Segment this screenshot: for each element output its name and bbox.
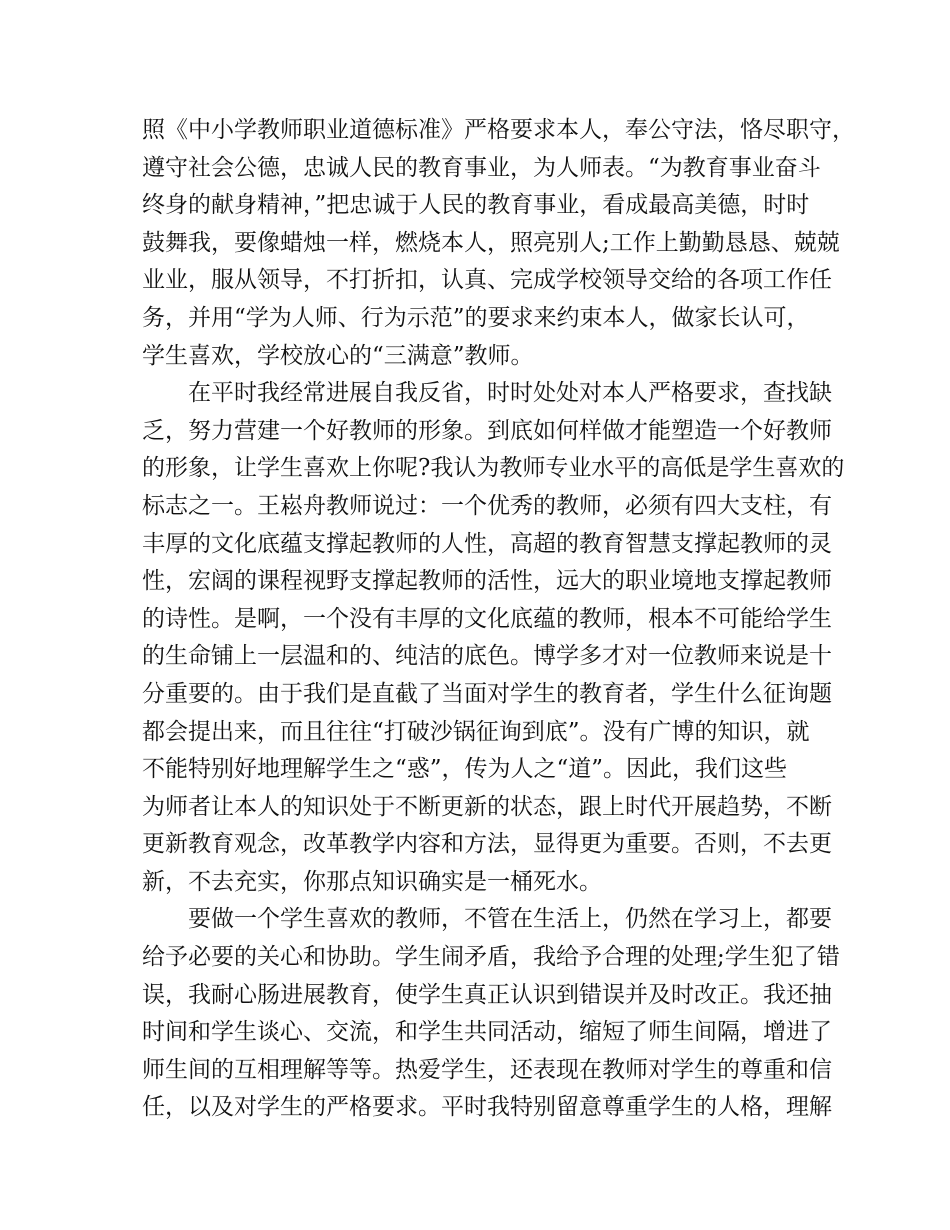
paragraph-3 bbox=[142, 901, 840, 1127]
text-line: 分重要的。由于我们是直截了当面对学生的教育者，学生什么征询题 bbox=[142, 680, 832, 707]
text-line: 任，以及对学生的严格要求。平时我特别留意尊重学生的人格，理解 bbox=[142, 1094, 832, 1121]
text-line: 性，宏阔的课程视野支撑起教师的活性，远大的职业境地支撑起教师 bbox=[142, 568, 832, 595]
text-line: 给予必要的关心和协助。学生闹矛盾，我给予合理的处理;学生犯了错 bbox=[142, 944, 840, 971]
text-line: 新，不去充实，你那点知识确实是一桶死水。 bbox=[142, 868, 602, 895]
text-line: 的诗性。是啊，一个没有丰厚的文化底蕴的教师，根本不可能给学生 bbox=[142, 605, 832, 632]
document-body bbox=[142, 112, 855, 1127]
text-line: 鼓舞我，要像蜡烛一样，燃烧本人，照亮别人;工作上勤勤恳恳、兢兢 bbox=[142, 229, 840, 256]
text-line: 遵守社会公德，忠诚人民的教育事业，为人师表。“为教育事业奋斗 bbox=[142, 154, 821, 181]
text-line: 误，我耐心肠进展教育，使学生真正认识到错误并及时改正。我还抽 bbox=[142, 981, 832, 1008]
text-line: 都会提出来，而且往往“打破沙锅征询到底”。没有广博的知识，就 bbox=[142, 718, 810, 745]
text-line: 终身的献身精神，”把忠诚于人民的教育事业，看成最高美德，时时 bbox=[142, 192, 810, 219]
paragraph-1 bbox=[142, 112, 855, 375]
text-line: 为师者让本人的知识处于不断更新的状态，跟上时代开展趋势，不断 bbox=[142, 793, 832, 820]
text-line: 标志之一。王崧舟教师说过：一个优秀的教师，必须有四大支柱，有 bbox=[142, 492, 832, 519]
text-line: 不能特别好地理解学生之“惑”，传为人之“道”。因此，我们这些 bbox=[142, 756, 788, 783]
text-line: 丰厚的文化底蕴支撑起教师的人性，高超的教育智慧支撑起教师的灵 bbox=[142, 530, 832, 557]
text-line: 更新教育观念，改革教学内容和方法，显得更为重要。否则，不去更 bbox=[142, 831, 832, 858]
text-line: 时间和学生谈心、交流，和学生共同活动，缩短了师生间隔，增进了 bbox=[142, 1019, 832, 1046]
text-line: 照《中小学教师职业道德标准》严格要求本人，奉公守法，恪尽职守， bbox=[142, 117, 855, 143]
text-line: 业业，服从领导，不打折扣，认真、完成学校领导交给的各项工作任 bbox=[142, 267, 832, 294]
text-line: 在平时我经常进展自我反省，时时处处对本人严格要求，查找缺 bbox=[188, 380, 832, 407]
text-line: 学生喜欢，学校放心的“三满意”教师。 bbox=[142, 342, 534, 369]
text-line: 的生命铺上一层温和的、纯洁的底色。博学多才对一位教师来说是十 bbox=[142, 643, 832, 670]
text-line: 的形象，让学生喜欢上你呢?我认为教师专业水平的高低是学生喜欢的 bbox=[142, 455, 845, 482]
paragraph-2 bbox=[142, 375, 845, 901]
text-line: 要做一个学生喜欢的教师，不管在生活上，仍然在学习上，都要 bbox=[188, 906, 832, 933]
text-line: 乏，努力营建一个好教师的形象。到底如何样做才能塑造一个好教师 bbox=[142, 417, 832, 444]
text-line: 师生间的互相理解等等。热爱学生，还表现在教师对学生的尊重和信 bbox=[142, 1056, 832, 1083]
text-line: 务，并用“学为人师、行为示范”的要求来约束本人，做家长认可， bbox=[142, 304, 810, 331]
